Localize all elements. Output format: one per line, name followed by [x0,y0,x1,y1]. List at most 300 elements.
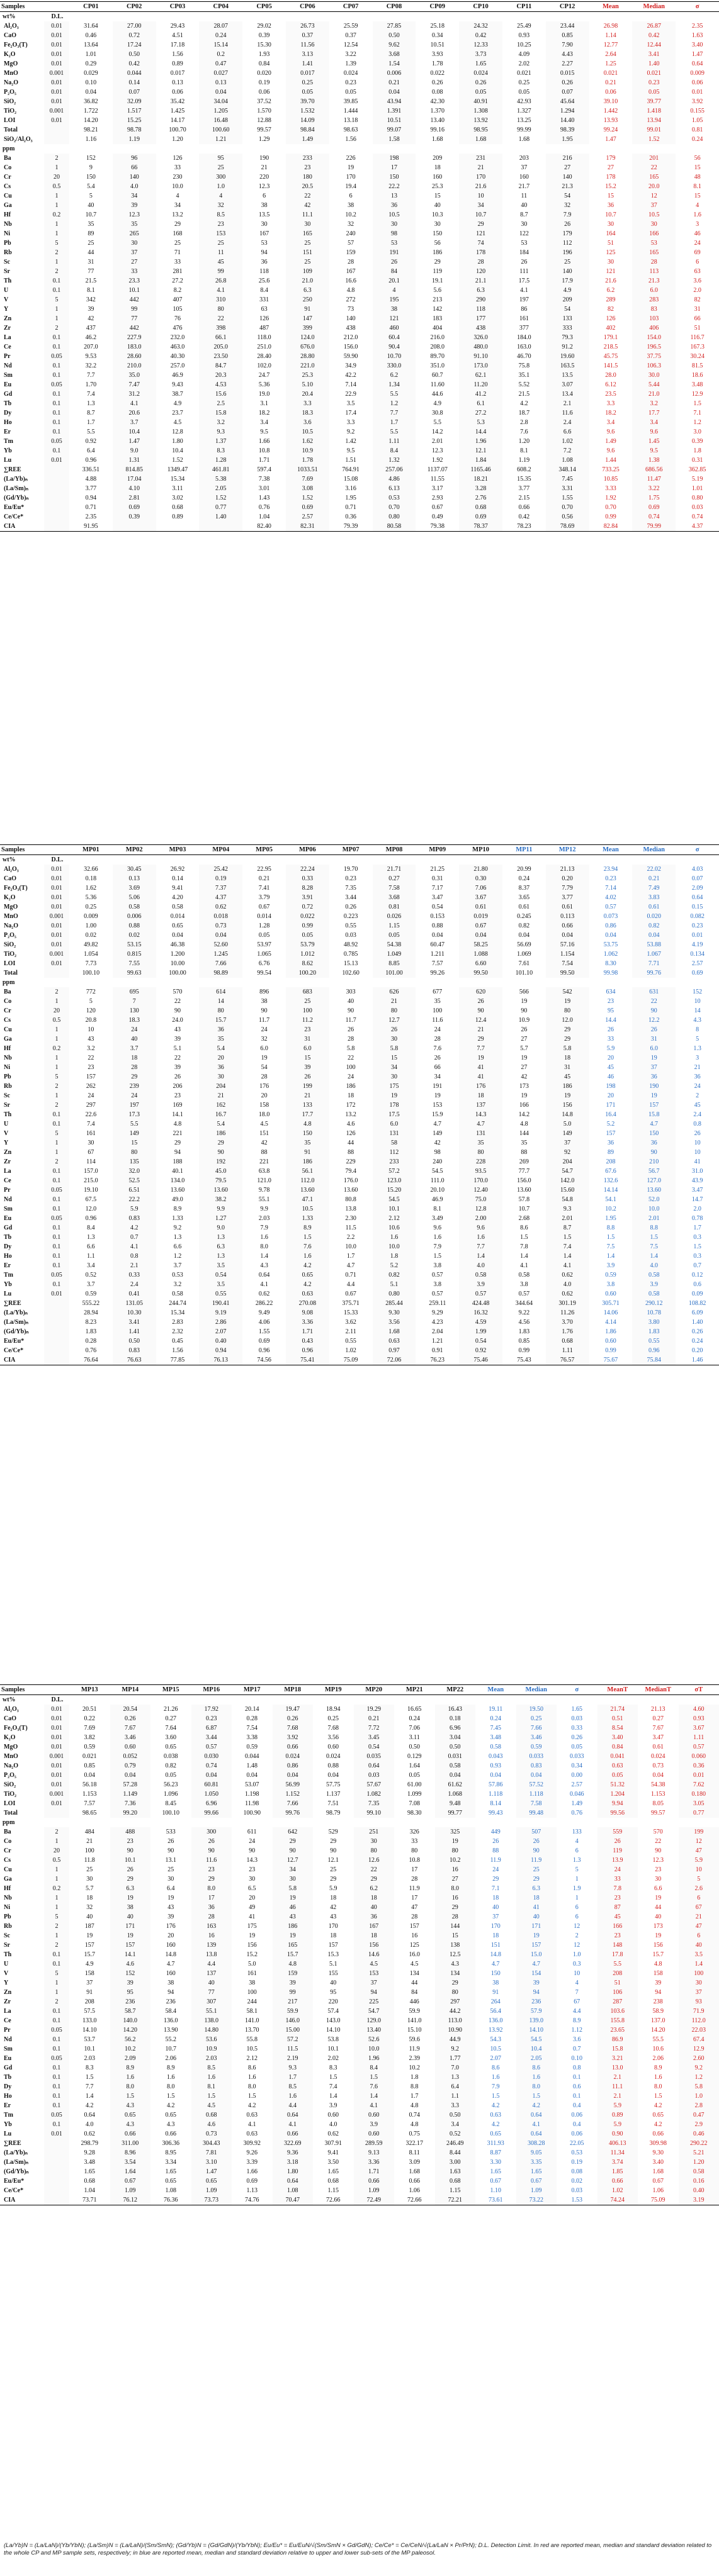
value-cell: 9.3 [273,2063,314,2073]
value-cell: 0.96 [258,1347,270,1354]
value-cell: 10.5 [286,427,329,437]
row-label: Pr [4,2027,11,2034]
value-cell: 21.13 [651,1706,665,1713]
value-cell: 542 [546,987,589,997]
detection-limit-cell: 1 [44,1148,69,1157]
value-cell: 2.4 [546,418,589,427]
value-cell: 0.59 [85,1291,97,1297]
value-cell: 0.66 [597,2176,638,2186]
value-cell: 8.9 [110,2063,151,2073]
value-cell: 186 [546,1082,589,1091]
value-cell: 133 [546,314,589,323]
value-cell: 45.75 [603,353,618,360]
value-cell: 15.7 [199,1016,242,1025]
value-cell: 1.8 [693,447,701,454]
value-cell: 12.8 [459,1204,502,1214]
value-cell: 10.2 [435,1856,476,1865]
value-cell: 206 [173,1083,183,1090]
value-cell: 4 [176,193,179,199]
value-cell: 1.95 [605,1215,616,1222]
value-cell: 2.39 [409,2055,420,2062]
value-cell: 46.2 [85,334,97,341]
value-cell: 99.26 [430,970,445,977]
value-cell: 4.14 [605,1319,616,1326]
value-cell: 7.66 [516,1723,557,1733]
value-cell: 21.7 [518,183,530,190]
value-cell: 29 [110,1874,151,1884]
value-cell: 1.25 [605,60,616,67]
value-cell: 0.27 [165,1715,176,1722]
value-cell: 1.4 [606,1253,615,1260]
value-cell: 71 [174,249,181,256]
value-cell: 100 [84,1847,94,1854]
detection-limit-cell: 1 [44,1091,69,1100]
value-cell: 100.60 [199,125,242,135]
table-row [0,399,719,408]
value-cell: 160 [166,1942,176,1949]
value-cell: 0.021 [603,70,618,77]
value-cell: 215.0 [84,1177,98,1184]
value-cell: 1.43 [258,495,270,501]
value-cell: 1.20 [518,438,530,445]
value-cell: 1.04 [84,2187,95,2194]
value-cell: 1.32 [373,456,416,465]
value-cell: 6 [349,193,353,199]
table-row [0,106,719,116]
value-cell: 2.57 [286,512,329,522]
value-cell: 3.9 [459,1280,502,1289]
row-label: Al₂O₃ [4,23,19,30]
detection-limit-cell: 0.1 [44,2044,69,2054]
value-cell: 204 [546,1157,589,1167]
value-cell: 28 [113,1063,156,1072]
value-cell: 29 [191,1874,232,1884]
value-cell: 25 [167,1866,174,1873]
value-cell: 269 [519,1158,529,1165]
value-cell: 3.54 [110,2158,151,2167]
value-cell: 129.0 [354,2016,395,2025]
value-cell: 21.6 [459,182,502,191]
value-cell: 99.77 [435,1808,476,1818]
value-cell: 3.33 [605,485,616,492]
value-cell: 95 [607,1007,614,1014]
value-cell: 290 [459,295,502,305]
value-cell: 12.33 [459,40,502,50]
value-cell: 1.65 [490,2168,501,2175]
value-cell: 0.50 [409,1744,420,1750]
value-cell: 7.9 [260,1224,268,1231]
value-cell: 19 [632,1091,676,1100]
value-cell: 199 [679,1827,719,1837]
row-label: Sc [4,259,10,266]
row-label: Na₂O [4,1762,18,1769]
value-cell: 10.2 [409,2064,420,2071]
value-cell: 1.63 [435,2167,476,2176]
detection-limit-cell: 0.05 [44,2110,69,2120]
row-label: Sc [4,1092,10,1099]
value-cell: 166 [519,1102,529,1109]
value-cell: 98.39 [546,125,589,135]
value-cell: 90 [199,1148,242,1157]
value-cell: 101.00 [373,968,416,978]
value-cell: 106 [597,1988,638,1997]
value-cell: 0.52 [435,2129,476,2139]
value-cell: 270.08 [286,1299,329,1308]
value-cell: 12.4 [459,1016,502,1025]
value-cell: 27 [113,257,156,267]
value-cell: 2.2 [346,1234,355,1241]
value-cell: 0.20 [691,1347,703,1354]
value-cell: 8.4 [87,1224,95,1231]
table-row [0,446,719,456]
value-cell: 0.05 [518,89,530,96]
value-cell: 5.7 [86,1885,94,1892]
value-cell: 34 [273,1865,314,1874]
value-cell: 160 [166,1970,176,1977]
value-cell: 7.55 [113,959,156,968]
value-cell: 70.47 [273,2195,314,2205]
detection-limit-cell: 2 [44,1922,69,1931]
value-cell: 0.13 [172,79,183,86]
value-cell: 1.3 [435,2073,476,2082]
value-cell: 46.9 [432,1196,443,1203]
value-cell: 0.033 [516,1752,557,1761]
value-cell: 0.26 [459,78,502,87]
detection-limit-cell: 1 [44,997,69,1006]
value-cell: 0.04 [459,931,502,940]
detection-limit-cell: 0.01 [44,883,69,893]
value-cell: 186 [199,1129,242,1138]
value-cell: 18.3 [286,408,329,418]
table-row [0,172,719,182]
value-cell: 53.15 [113,940,156,949]
value-cell: 566 [519,988,529,995]
section-label: wt% [3,1696,16,1703]
value-cell: 0.67 [258,904,270,910]
value-cell: 5 [575,1866,579,1873]
value-cell: 156 [653,1942,663,1949]
value-cell: 0.04 [85,89,97,96]
value-cell: 1.149 [110,1789,151,1799]
detection-limit-cell: 2 [44,1827,69,1837]
value-cell: 246.49 [435,2139,476,2148]
value-cell: 0.046 [570,1791,584,1798]
value-cell: 16 [411,1932,418,1939]
value-cell: 17.8 [597,1950,638,1959]
value-cell: 41.2 [459,389,502,399]
value-cell: 19 [86,1932,93,1939]
table-row [0,1110,719,1119]
row-label: Gd [4,2064,13,2071]
value-cell: 0.08 [571,2168,582,2175]
value-cell: 15 [286,1053,329,1063]
table-row [0,1148,719,1157]
value-cell: 0.19 [571,2159,582,2166]
row-label: Ga [4,1876,12,1883]
value-cell: 460 [373,323,416,333]
value-cell: 0.67 [110,2176,151,2186]
value-cell: 0.6 [573,2083,581,2090]
value-cell: 1.6 [373,1233,416,1242]
value-cell: 0.04 [435,1771,476,1780]
value-cell: 151 [490,1942,501,1949]
value-cell: 99.57 [651,1810,665,1817]
value-cell: 1.95 [546,135,589,144]
value-cell: 218.5 [603,344,618,350]
column-header: MP07 [329,845,373,855]
value-cell: 18 [354,1931,395,1940]
value-cell: 0.68 [327,2178,339,2185]
value-cell: 0.04 [516,1771,557,1780]
value-cell: 170 [459,172,502,182]
table-row [0,1327,719,1336]
value-cell: 51 [597,1978,638,1988]
value-cell: 0.024 [273,1752,314,1761]
value-cell: 0.76 [258,504,270,511]
value-cell: 13.9 [597,1856,638,1865]
value-cell: 8.0 [248,2083,256,2090]
row-label: Zr [4,325,11,332]
value-cell: 122 [519,230,529,237]
value-cell: 6.2 [354,1884,395,1893]
value-cell: 1.56 [345,136,356,143]
detection-limit-cell: 0.01 [44,116,69,125]
section-label: wt% [3,13,16,20]
value-cell: 0.67 [652,2178,664,2185]
row-label: SiO₂ [4,98,16,105]
row-label: Al₂O₃ [4,866,19,873]
value-cell: 1.5 [606,1234,615,1241]
value-cell: 0.05 [286,931,329,940]
value-cell: 1.5 [520,1234,528,1241]
row-label: K₂O [4,1734,16,1741]
value-cell: 7.1 [492,1885,500,1892]
value-cell: 8.4 [354,2063,395,2073]
value-cell: 152 [110,1969,151,1978]
value-cell: 0.73 [191,2129,232,2139]
value-cell: 3.9 [329,2102,337,2109]
value-cell: 3.28 [459,484,502,493]
value-cell: 28.94 [84,1309,98,1316]
value-cell: 53.97 [257,941,271,948]
value-cell: 10.90 [435,2025,476,2035]
value-cell: 289.59 [354,2139,395,2148]
value-cell: 39 [110,1978,151,1988]
value-cell: 21.1 [459,276,502,286]
value-cell: 37 [632,1063,676,1072]
value-cell: 67.5 [85,1196,97,1203]
value-cell: 1.6 [273,2092,314,2101]
value-cell: 17.92 [191,1705,232,1714]
value-cell: 4.8 [410,2121,419,2128]
value-cell: 25.6 [258,277,270,284]
value-cell: 10.7 [605,211,616,218]
table-row [0,503,719,512]
value-cell: 0.80 [691,495,703,501]
value-cell: 3.47 [432,894,443,901]
value-cell: 39 [286,1063,329,1072]
detection-limit-cell: 0.1 [44,1959,69,1969]
detection-limit-cell: 0.1 [44,1950,69,1959]
column-header: Mean [589,2,633,12]
value-cell: 0.61 [518,904,530,910]
value-cell: 10.5 [246,2046,258,2052]
value-cell: 4.7 [459,1119,502,1129]
value-cell: 40 [330,1980,337,1986]
value-cell: 90 [521,1007,528,1014]
value-cell: 3.40 [597,1733,638,1742]
value-cell: 0.39 [691,438,703,445]
value-cell: 0.83 [113,1214,156,1223]
value-cell: 772 [86,988,96,995]
value-cell: 196 [546,248,589,257]
value-cell: 0.62 [258,1291,270,1297]
value-cell: 0.55 [345,922,356,929]
value-cell: 9.2 [435,2044,476,2054]
detection-limit-cell [44,135,69,144]
column-header: CP09 [416,2,459,12]
value-cell: 141.0 [245,2017,259,2024]
value-cell: 0.02 [113,931,156,940]
table-row [0,1355,719,1365]
value-cell: 203 [519,155,529,162]
table-row [0,1204,719,1214]
value-cell: 7.6 [520,428,528,435]
value-cell: 19 [110,1931,151,1940]
value-cell: 0.020 [257,70,271,77]
value-cell: 3.56 [373,1318,416,1327]
value-cell: 6.2 [373,371,416,380]
value-cell: 0.24 [518,875,530,882]
value-cell: 5.8 [273,1884,314,1893]
value-cell: 0.018 [199,912,242,921]
value-cell: 13.94 [632,116,676,125]
value-cell: 4.6 [346,1121,355,1128]
detection-limit-cell: 0.1 [44,1252,69,1261]
value-cell: 43 [167,1904,174,1911]
value-cell: 29 [434,259,441,266]
value-cell: 1.5 [354,2073,395,2082]
value-cell: 75.41 [286,1355,329,1365]
value-cell: 0.80 [373,512,416,522]
value-cell: 100.10 [82,970,100,977]
value-cell: 0.02 [571,2178,582,2185]
value-cell: 1.4 [459,1252,502,1261]
value-cell: 0.153 [430,913,445,920]
column-header: CP05 [242,2,286,12]
value-cell: 95 [110,1988,151,1997]
value-cell: 7.72 [354,1723,395,1733]
value-cell: 41 [694,1158,701,1165]
value-cell: 102.60 [342,970,360,977]
value-cell: 39 [655,1980,662,1986]
value-cell: 11.6 [546,408,589,418]
value-cell: 1.153 [82,1791,97,1798]
value-cell: 6.6 [546,427,589,437]
value-cell: 0.4 [573,2121,581,2128]
value-cell: 0.044 [113,69,156,78]
value-cell: 1.088 [459,949,502,959]
value-cell: 76.13 [199,1355,242,1365]
value-cell: 1.062 [603,951,618,958]
value-cell: 99.10 [354,1808,395,1818]
value-cell: 8.44 [435,2148,476,2158]
value-cell: 0.45 [172,1338,183,1345]
detection-limit-cell: 1 [44,191,69,201]
value-cell: 4.0 [546,1280,589,1289]
value-cell: 59.90 [343,353,358,360]
value-cell: 24 [261,1026,268,1033]
value-cell: 2.57 [571,1781,582,1788]
row-label: Th [4,1951,12,1958]
value-cell: 0.04 [652,1772,664,1779]
value-cell: 66.1 [199,333,242,342]
value-cell: 12.1 [459,446,502,456]
value-cell: 32 [546,201,589,210]
value-cell: 23 [174,1092,181,1099]
value-cell: 0.65 [165,1744,176,1750]
value-cell: 45 [607,1064,614,1071]
value-cell: 21 [459,1025,502,1034]
value-cell: 88 [348,1149,354,1156]
value-cell: 0.60 [354,2129,395,2139]
value-cell: 21.74 [597,1705,638,1714]
value-cell: 0.03 [354,1771,395,1780]
value-cell: 119 [433,268,443,275]
value-cell: 1.8 [410,2074,419,2081]
value-cell: 91 [286,1148,329,1157]
value-cell: 112 [546,238,589,248]
value-cell: 2.4 [693,1111,701,1118]
value-cell: 0.04 [84,1772,95,1779]
value-cell: 631 [632,987,676,997]
value-cell: 24 [694,1083,701,1090]
row-label: Pr [4,353,11,360]
value-cell: 29 [354,1874,395,1884]
value-cell: 94 [174,1149,181,1156]
value-cell: 79.5 [199,1176,242,1185]
row-label: Cu [4,1026,12,1033]
value-cell: 1.21 [432,1338,443,1345]
row-label: La [4,1168,11,1175]
value-cell: 300 [199,172,242,182]
value-cell: 3.5 [346,400,355,407]
value-cell: 56.1 [286,1167,329,1176]
value-cell: 90 [516,1846,557,1856]
value-cell: 74.56 [242,1355,286,1365]
detection-limit-cell: 0.01 [44,97,69,106]
value-cell: 1.2 [373,399,416,408]
value-cell: 5 [696,1036,699,1043]
detection-limit-cell: 0.1 [44,399,69,408]
value-cell: 10.25 [517,42,531,48]
value-cell: 0.59 [246,1744,258,1750]
value-cell: 20.0 [632,182,676,191]
value-cell: 1.40 [632,59,676,69]
value-cell: 2.06 [652,2055,664,2062]
value-cell: 8.9 [173,1206,182,1212]
value-cell: 103.6 [597,2007,638,2016]
value-cell: 6.1 [459,399,502,408]
value-cell: 15 [434,193,441,199]
value-cell: 3.40 [691,42,703,48]
value-cell: 80 [354,1846,395,1856]
value-cell: 325 [435,1827,476,1837]
detection-limit-cell: 20 [44,1006,69,1016]
value-cell: 7.57 [432,960,443,967]
value-cell: 19 [516,1931,557,1940]
row-label: Dy [4,410,12,417]
